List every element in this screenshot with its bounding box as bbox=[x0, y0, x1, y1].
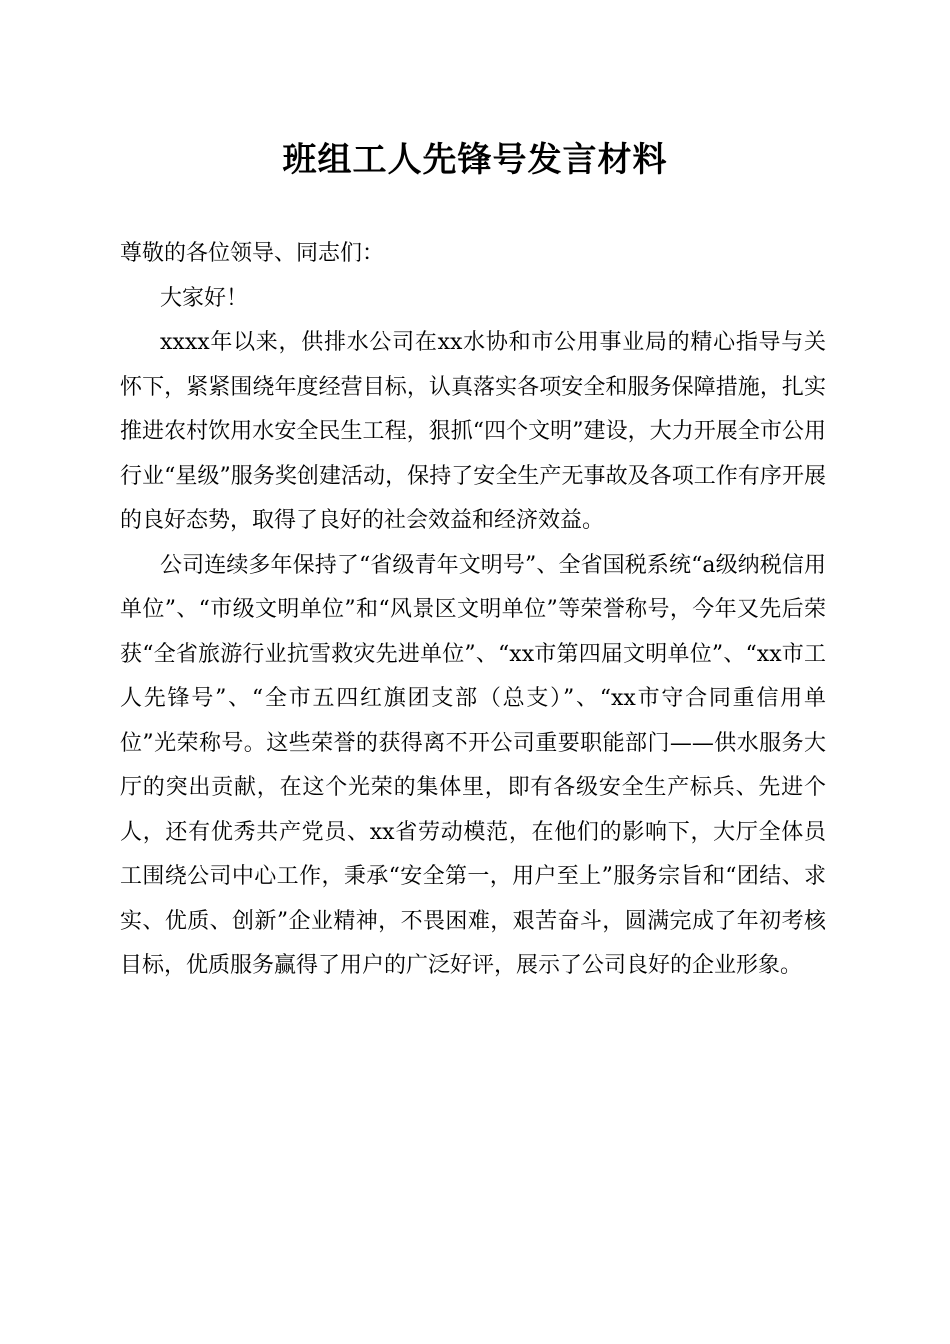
document-body bbox=[120, 232, 826, 989]
salutation: 尊敬的各位领导、同志们： bbox=[120, 241, 385, 266]
document-title: 班组工人先锋号发言材料 bbox=[282, 140, 668, 180]
paragraph: 公司连续多年保持了“省级青年文明号”、全省国税系统“a级纳税信用单位”、“市级文明单位”和“风景区文明单位”等荣誉称号，今年又先后荣获“全省旅游行业抗雪救灾先进单位”、“xx市第四届文明单位”、“xx市工人先锋号”、“全市五四红旗团支部（总支）”、“xx市守合同重信用单位”光荣称号。这些荣誉的获得离不开公司重要职能部门——供水服务大厅的突出贡献，在这个光荣的集体里，即有各级安全生产标兵、先进个人，还有优秀共产党员、xx省劳动模范，在他们的影响下，大厅全体员工围绕公司中心工作，秉承“安全第一，用户至上”服务宗旨和“团结、求实、优质、创新”企业精神，不畏困难，艰苦奋斗，圆满完成了年初考核目标，优质服务赢得了用户的广泛好评，展示了公司良好的企业形象。 bbox=[120, 552, 826, 978]
greeting: 大家好！ bbox=[160, 285, 249, 311]
paragraph: xxxx年以来，供排水公司在xx水协和市公用事业局的精心指导与关怀下，紧紧围绕年度经营目标，认真落实各项安全和服务保障措施，扎实推进农村饮用水安全民生工程，狠抓“四个文明”建设，大力开展全市公用行业“星级”服务奖创建活动，保持了安全生产无事故及各项工作有序开展的良好态势，取得了良好的社会效益和经济效益。 bbox=[120, 330, 826, 533]
